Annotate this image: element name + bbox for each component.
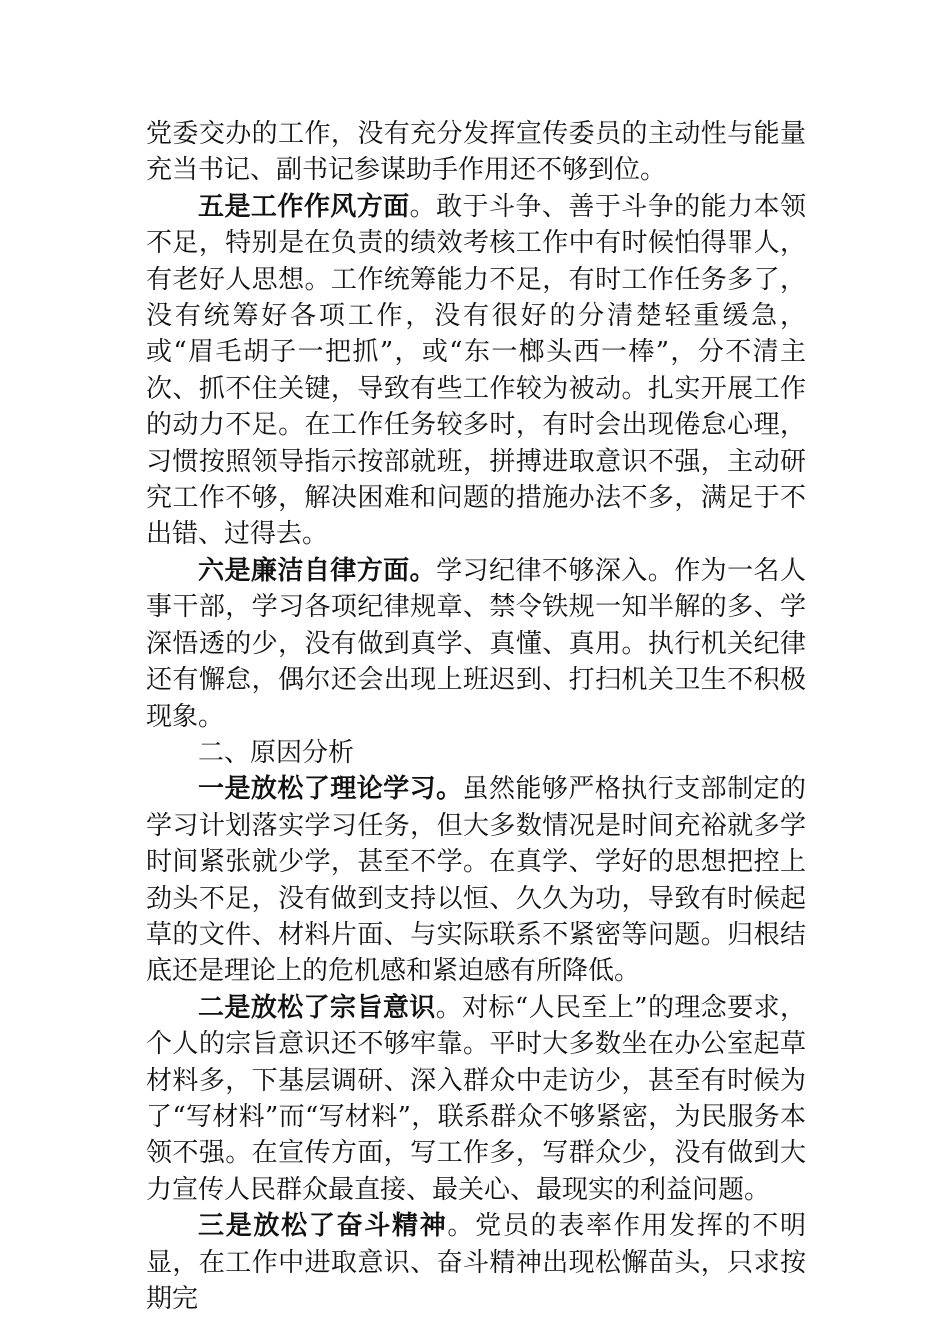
paragraph-lead: 一是放松了理论学习。 (198, 774, 463, 805)
paragraph-lead: 二是放松了宗旨意识 (198, 992, 436, 1023)
paragraph-text: 党委交办的工作，没有充分发挥宣传委员的主动性与能量充当书记、副书记参谋助手作用还不够到位。 (146, 119, 806, 186)
paragraph-lead: 五是工作作风方面 (198, 191, 410, 222)
section-heading: 二、原因分析 (198, 737, 355, 768)
document-body (146, 116, 806, 1317)
paragraph-text: 虽然能够严格执行支部制定的学习计划落实学习任务，但大多数情况是时间充裕就多学时间紧张就少学，甚至不学。在真学、学好的思想把控上劲头不足，没有做到支持以恒、久久为功，导致有时候起草的文件、材料片面、与实际联系不紧密等问题。归根结底还是理论上的危机感和紧迫感有所降低。 (146, 774, 806, 987)
paragraph-text: 学习纪律不够深入。作为一名人事干部，学习各项纪律规章、禁令铁规一知半解的多、学深悟透的少，没有做到真学、真懂、真用。执行机关纪律还有懈怠，偶尔还会出现上班迟到、打扫机关卫生不积极现象。 (146, 555, 806, 732)
paragraph-theory-study (146, 771, 806, 989)
paragraph-integrity (146, 553, 806, 735)
paragraph-work-style (146, 189, 806, 553)
paragraph-continuation (146, 116, 806, 189)
paragraph-purpose-awareness (146, 990, 806, 1208)
paragraph-text: 。对标“人民至上”的理念要求，个人的宗旨意识还不够牢靠。平时大多数坐在办公室起草材料多，下基层调研、深入群众中走访少，甚至有时候为了“写材料”而“写材料”，联系群众不够紧密，为民服务本领不强。在宣传方面，写工作多，写群众少，没有做到大力宣传人民群众最直接、最关心、最现实的利益问题。 (146, 992, 806, 1205)
paragraph-striving-spirit (146, 1208, 806, 1317)
paragraph-text: 。党员的表率作用发挥的不明显，在工作中进取意识、奋斗精神出现松懈苗头，只求按期完 (146, 1211, 806, 1314)
paragraph-lead: 三是放松了奋斗精神 (198, 1211, 448, 1242)
paragraph-text: 。敢于斗争、善于斗争的能力本领不足，特别是在负责的绩效考核工作中有时候怕得罪人，有老好人思想。工作统筹能力不足，有时工作任务多了，没有统筹好各项工作，没有很好的分清楚轻重缓急，或“眉毛胡子一把抓”，或“东一榔头西一棒”，分不清主次、抓不住关键，导致有些工作较为被动。扎实开展工作的动力不足。在工作任务较多时，有时会出现倦怠心理，习惯按照领导指示按部就班，拼搏进取意识不强，主动研究工作不够，解决困难和问题的措施办法不多，满足于不出错、过得去。 (146, 191, 806, 550)
paragraph-lead: 六是廉洁自律方面。 (198, 555, 437, 586)
